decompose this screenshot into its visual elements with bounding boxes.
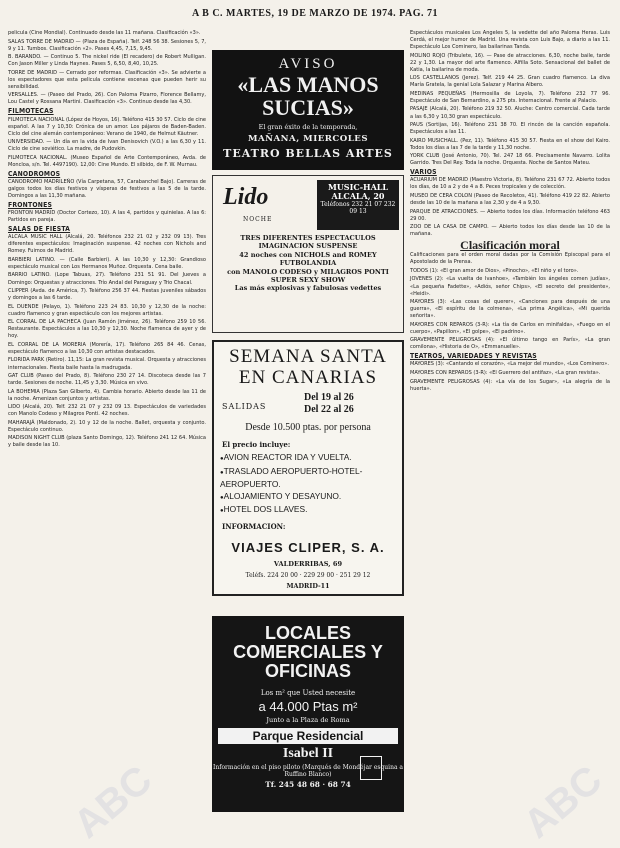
ad-title: «LAS MANOS SUCIAS» [237,72,379,120]
emblem-icon [360,756,382,780]
listing: MAHARAJÁ (Maldonado, 2). 10 y 12 de la noche. Ballet, orquesta y conjunto. Espectáculo continuo. [8,419,206,433]
date-range: Del 22 al 26 [304,404,354,415]
listing: LOS CASTELLANOS (Jerez). Telf. 219 44 25. Gran cuadro flamenco. La diva María Gratela, la genial Lola Salazar y Marina Albero. [410,75,610,89]
ad-subtitle: El gran éxito de la temporada, [258,123,358,131]
section-heading: TEATROS, VARIEDADES Y REVISTAS [410,352,537,361]
listing: VERSALLES. — (Paseo del Prado, 26). Con Paloma Pizarro, Florence Bellamy, Lou Castel y Rossana Martini. Clasificación «3». Continuo desde las 4,30. [8,92,206,106]
listing: GRAVEMENTE PELIGROSAS (4): «La vía de los Sugar», «La alegría de la huerta». [410,378,610,392]
listing: MEDINAS PEQUEÑAS (Hermosilla de Loyola, 7). Teléfono 232 77 96. Espectáculo de San Bernardino, a 275 pts. Internacional. Frente al Palacio. [410,90,610,104]
listing: EL CORRAL DE LA PACHECA (Juan Ramón Jiménez, 26). Teléfono 259 10 56. Restaurante. Espectáculos a las 10,30 y 12,30. Noche flamenca de ayer y de hoy. [8,319,206,340]
listing: FILMOTECA NACIONAL. (Museo Español de Arte Contemporáneo, Avda. de Moncloa, s/n. Tel. 4497190). 12,00: Cine Mundo. El silbido, de F. W. Murnau. [8,154,206,168]
ad-locales [212,616,404,812]
watermark: ABC [515,757,611,847]
listing: MAYORES CON REPAROS (3-R): «El Guerrero del antifaz», «La gran revista». [410,370,601,377]
ad-near: Junto a la Plaza de Roma [266,716,350,724]
listing: FRONTON MADRID (Doctor Cortezo, 10). A las 4, partidos y quinielas. A las 6: Partidos en pareja. [8,210,206,224]
listing: FILMOTECA NACIONAL (López de Hoyos, 16). Teléfono 415 30 57. Ciclo de cine español. A las 7 y 10,30: Crónica de un amor. Los pájaros de Baden-Baden. Ciclo del cine alemán contemporáneo: Verano de 1940, de Helmut Käutner. [8,116,206,137]
watermark: ABC [65,757,161,847]
ad-theatre: TEATRO BELLAS ARTES [223,147,393,160]
page-header: A B C. MARTES, 19 DE MARZO DE 1974. PAG. 71 [192,8,438,19]
ad-manos-sucias [212,50,404,170]
salidas-label: SALIDAS [222,402,267,411]
lido-line: Las más explosivas y fabulosas vedettes [234,284,382,293]
mh-address: ALCALA, 20 [331,191,385,201]
ad-price: a 44.000 Ptas m² [258,699,358,714]
ad-title: SEMANA SANTA EN CANARIAS [229,346,387,388]
include-item: ● TRASLADO AEROPUERTO-HOTEL-AEROPUERTO. [220,466,402,491]
ad-aviso: AVISO [278,56,338,72]
listing: CANODROMO MADRILEÑO (Vía Carpetana, 57, Carabanchel Bajo). Carreras de galgos todos los días festivos y vísperas de festivos a las 5 de la tarde. Domingos a las 11,30 mañana. [8,178,206,199]
lido-line: FUTBOLANDIA [279,259,337,268]
listing: BARRIO LATINO. (Lope Tabuas, 27). Teléfono 231 51 91. Del Jueves a Domingo: Orquestas y atracciones. Trío Andal del Paraguay y Trio Chacal. [8,272,206,286]
lido-line: con MANOLO CODESO y MILAGROS PONTI [227,267,389,276]
lido-logo: Lido [223,184,269,210]
listings-column-left [8,30,206,451]
ad-park: Parque Residencial [218,728,398,744]
agency-address: VALDERRIBAS, 69 [273,560,343,568]
listing: LIDO (Alcalá, 20). Telf. 232 21 07 y 232 09 13. Espectáculos de variedades con Manolo Codeso y Milagros Ponti. 42 noches. [8,404,206,418]
listing: LA BOHEMIA (Plaza San Gilberto, 4). Cambia horario. Abierto desde las 11 de la noche. Amenizan conjuntos y artistas. [8,388,206,402]
date-range: Del 19 al 26 [304,392,354,403]
section-heading: FILMOTECAS [8,107,54,116]
listing: pelicula (Cine Mondial). Continuado desde las 11 mañana. Clasificación «3». [8,30,201,36]
listing: GRAVEMENTE PELIGROSAS (4): «El último tango en París», «La gran comilona», «Historia de O», «Emmanuelle». [410,337,610,351]
listing: EL CORRAL DE LA MORERIA (Morería, 17). Teléfono 265 84 46. Cenas, espectáculo flamenco a las 10,30 con artistas destacados. [8,341,206,355]
include-item: ● ALOJAMIENTO Y DESAYUNO. [220,491,402,505]
ad-title: LOCALES COMERCIALES Y OFICINAS [233,623,383,681]
includes-list [220,452,402,518]
price-line: Desde 10.500 ptas. por persona [245,422,371,433]
include-item: ● AVION REACTOR IDA Y VUELTA. [220,452,402,466]
listing: MUSEO DE CERA COLON (Paseo de Recoletos, 41). Teléfono 419 22 82. Abierto desde las 10 de la mañana a las 2,30 y de 4 a 9,30. [410,192,610,207]
listing: YORK CLUB (José Antonio, 70). Tel. 247 18 66. Precisamente Navarro. Lolita Garrido. Tres Del Rey. Toda la noche. Orquesta. Noche de Santos Mateu. [410,153,610,167]
listing: TODOS (1): «El gran amor de Dios», «Pinocho», «El niño y el toro». [410,267,579,274]
listing: Calificaciones para el orden moral dadas por la Comisión Episcopal para el Apostolado de la Prensa. [410,252,610,266]
include-item: ● HOTEL DOS LLAVES. [220,504,402,518]
listing: TORRE DE MADRID — Cerrado por reformas. Clasificación «3». Se advierte a los espectadores que esta pelicula contiene escenas que pueden herir su sensibilidad. [8,69,206,90]
mh-phones: Teléfonos 232 21 07 232 09 13 [320,201,396,215]
listing: JOVENES (2): «La vuelta de Ivanhoe», «También los ángeles comen judías», «La pequeña Fadette», «Adiós, señor Chips», «El secreto del presidente», «Heidi». [410,276,610,297]
listing: PASAJE (Alcalá, 20). Teléfono 219 32 50. Aluche: Centro comercial. Cada tarde a las 6,30 y 10,30 gran espectáculo. [410,106,610,120]
listing: MAYORES CON REPAROS (3-R): «La tía de Carlos en minifalda», «Fuego en el cuerpo», «Papillon», «El golpe», «El padrino». [410,321,610,335]
listing: ALCALA MUSIC HALL (Alcalá, 20. Teléfonos 232 21 02 y 232 09 13). Tres diferentes espectáculos: Imaginación suspense. 42 noches con Nichols and Romey. Fuimos de Madrid. [8,234,206,255]
lido-body [217,234,399,293]
listing: PAUS (Sortijas, 16). Teléfono 231 38 70. El rincón de la canción española. Espectáculos a las 11. [410,122,610,136]
listings-column-right [410,30,610,394]
ad-phone: Tf. 245 48 68 · 68 74 [265,780,351,789]
listing: MAYORES (3): «Las cosas del querer», «Canciones para después de una guerra», «El espíritu de la colmena», «La prima Angélica», «Mi querida señorita». [410,299,610,320]
lido-line: IMAGINACION SUSPENSE [258,242,358,251]
lido-line: SUPER SEXY SHOW [270,276,346,285]
ad-info: Información en el piso piloto (Marqués de Mondéjar esquina a Ruffino Blanco) [212,764,404,778]
intro-block [8,30,206,106]
music-hall-box [317,180,399,230]
mh-title: MUSIC-HALL [327,182,389,192]
includes-label: El precio incluye: [222,440,291,449]
listing: KAIRO MUSICHALL. (Pez, 11). Teléfono 415 30 57. Fiesta en el show del Kairo. Todos los días a las 7 de la tarde y 11,30 noche. [410,137,610,151]
section-heading: CANODROMOS [8,169,61,178]
listing: FLORIDA PARK (Retiro). 11,15: La gran revista musical. Orquesta y atracciones internacionales. Fiesta baile hasta la madrugada. [8,357,206,371]
agency-name: VIAJES CLIPER, S. A. [231,540,385,555]
section-heading: VARIOS [410,168,437,177]
listing: CLIPPER (Avda. de América, 7). Teléfono 256 37 44. Fiestas juveniles sábados y domingos a las 6 tarde. [8,288,206,302]
listing: B. BARANDO. — Continuo 5. The nickel ride (El recadero) de Robert Mulligan. Con Jason Miller y Linda Haynes. Pases 5, 6,50, 8,40, 10,25. [8,54,206,68]
listing: MOLINO ROJO (Tribulete, 16). — Pase de atracciones. 6,30, noche baile, tarde 22 y 1,30. La mayor del arte flamenco. Alfilla Soto. Sensacional del ballet de Katia, la bailarina de moda. [410,52,610,73]
listing: ZOO DE LA CASA DE CAMPO. — Abierto todos los días desde las 10 de la mañana. [410,224,610,238]
dates [304,392,354,416]
listing: MADISON NIGHT CLUB (plaza Santo Domingo, 12). Teléfono 241 12 64. Música y baile desde las 10. [8,435,206,449]
info-label: INFORMACION: [222,522,286,531]
listing: GAT CLUB (Paseo del Prado, 8). Teléfono 230 27 14. Discoteca desde las 7 tarde. Sesiones de noche. 11,45 y 3,30. Música en vivo. [8,373,206,387]
agency-phones: Teléfs. 224 20 00 · 229 29 00 · 251 29 12 [245,572,371,579]
ad-isabel: Isabel II [282,746,334,761]
section-heading: SALAS DE FIESTA [8,225,71,234]
ad-m2: Los m² que Usted necesite [260,689,356,697]
listing: PARQUE DE ATRACCIONES. — Abierto todos los días. Información teléfono 463 29 00. [410,208,610,222]
ad-semana-santa [212,340,404,596]
listing: BARBIERI LATINO. — (Calle Barbieri). A las 10,30 y 12,30: Grandioso espectáculo musical con Los Hermanos Muñoz. Orquesta. Cena baile. [8,256,206,270]
agency-city: MADRID-11 [286,582,330,590]
lido-line: TRES DIFERENTES ESPECTACULOS [240,234,376,242]
listing: MAYORES (3): «Cantando el corazón», «La mejor del mundo», «Los Cominero». [410,361,609,368]
ad-date-line: MAÑANA, MIERCOLES [247,134,369,144]
listing: UNIVERSIDAD. — Un día en la vida de Ivan Denisovich (V.O.) a las 6,30 y 11. Ciclo de cine soviético. La madre, de Pudovkin. [8,139,206,153]
lido-noche: NOCHE [243,216,273,223]
section-heading: FRONTONES [8,201,53,210]
section-heading-large: Clasificación moral [460,238,560,253]
listing: Espectáculos musicales Los Angeles 5, la vedette del año Paloma Heras. Luis Cerdá, el mejor humor de Madrid. Una revista con Luis Bajo, a diario a las 11. Espectáculo Los Cominero, las bailarinas Tanda. [410,30,610,51]
listing: ACUARIUM DE MADRID (Maestro Victoria, 8). Teléfono 231 67 72. Abierto todos los días, de 10 a 2 y de 4 a 8. Peces tropicales y de colección. [410,177,610,191]
lido-line: 42 noches con NICHOLS and ROMEY [239,250,377,259]
listing: EL DUENDE (Pelayo, 1). Teléfono 223 24 83. 10,30 y 12,30 de la noche: cuadro flamenco y gran espectáculo con los mejores artistas. [8,303,206,317]
listing: SALAS TORRE DE MADRID — (Plaza de España). Telf. 248 56 38. Sesiones 5, 7, 9 y 11. Tumbos. Clasificación «2». Pases 4,45, 7,15, 9,45. [8,38,206,52]
ad-lido [212,175,404,333]
